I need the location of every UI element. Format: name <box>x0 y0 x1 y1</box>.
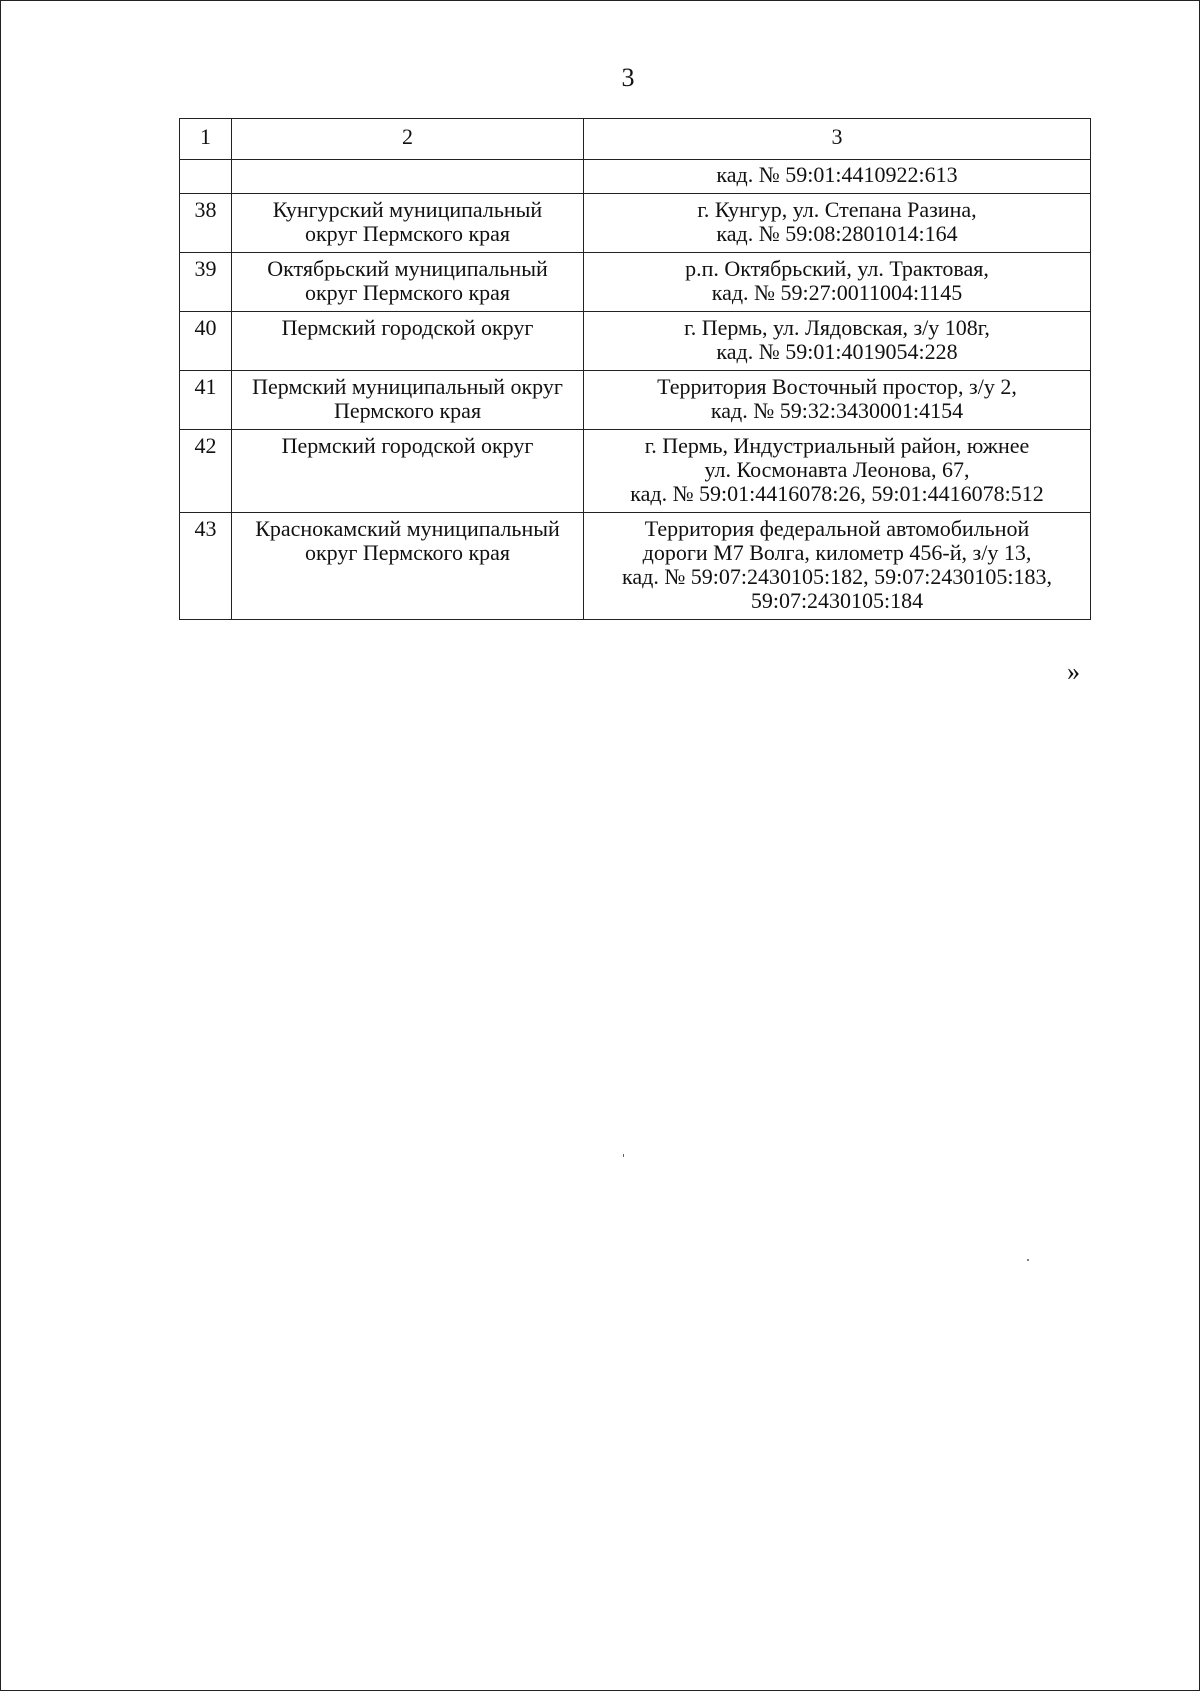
table-row <box>180 194 1091 253</box>
cell-address-line: Территория федеральной автомобильной <box>644 516 1030 541</box>
cell-municipality <box>232 160 584 194</box>
cell-address-line: кад. № 59:32:3430001:4154 <box>710 398 964 423</box>
cell-municipality-line: Краснокамский муниципальный <box>255 516 560 541</box>
cell-number: 38 <box>180 194 232 253</box>
cell-municipality <box>232 371 584 430</box>
cell-municipality-line: округ Пермского края <box>304 221 511 246</box>
table-row <box>180 430 1091 513</box>
cell-address-line: кад. № 59:08:2801014:164 <box>716 221 958 246</box>
cell-address <box>584 371 1091 430</box>
cell-municipality-line: Пермский городской округ <box>281 315 534 340</box>
cell-number: 39 <box>180 253 232 312</box>
cell-municipality-line: Пермского края <box>333 398 482 423</box>
cell-address-line: р.п. Октябрьский, ул. Трактовая, <box>685 256 989 281</box>
cell-number: 40 <box>180 312 232 371</box>
cell-municipality-line: округ Пермского края <box>304 540 511 565</box>
cell-municipality <box>232 430 584 513</box>
land-plots-table <box>179 118 1091 620</box>
table-body <box>180 119 1091 620</box>
scan-speck <box>623 1154 624 1157</box>
table-row <box>180 253 1091 312</box>
header-cell-number: 1 <box>180 119 232 160</box>
cell-municipality-line: округ Пермского края <box>304 280 511 305</box>
cell-municipality-line: Пермский муниципальный округ <box>252 374 563 399</box>
table-row <box>180 513 1091 620</box>
cell-municipality-line: Октябрьский муниципальный <box>267 256 548 281</box>
closing-quote-mark: » <box>1067 657 1080 686</box>
cell-address-line: кад. № 59:27:0011004:1145 <box>711 280 963 305</box>
table-row-continuation <box>180 160 1091 194</box>
page-number: 3 <box>621 63 635 92</box>
cell-address-line: кад. № 59:01:4410922:613 <box>716 162 958 187</box>
cell-address <box>584 513 1091 620</box>
cell-address <box>584 194 1091 253</box>
table-row <box>180 312 1091 371</box>
cell-address <box>584 253 1091 312</box>
cell-address-line: Территория Восточный простор, з/у 2, <box>657 374 1017 399</box>
cell-number <box>180 160 232 194</box>
cell-address-line: г. Пермь, ул. Лядовская, з/у 108г, <box>684 315 990 340</box>
cell-address-line: дороги М7 Волга, километр 456-й, з/у 13, <box>642 540 1032 565</box>
table-header-row <box>180 119 1091 160</box>
cell-address-line: г. Кунгур, ул. Степана Разина, <box>697 197 977 222</box>
cell-municipality-line: Кунгурский муниципальный <box>272 197 543 222</box>
cell-municipality <box>232 253 584 312</box>
cell-address <box>584 430 1091 513</box>
cell-address-line: 59:07:2430105:184 <box>750 588 924 613</box>
table-row <box>180 371 1091 430</box>
cell-address-line: г. Пермь, Индустриальный район, южнее <box>644 433 1030 458</box>
cell-municipality <box>232 513 584 620</box>
cell-address <box>584 160 1091 194</box>
cell-address-line: кад. № 59:01:4019054:228 <box>716 339 958 364</box>
cell-address-line: ул. Космонавта Леонова, 67, <box>704 457 970 482</box>
scan-speck <box>1027 1259 1029 1261</box>
cell-address-line: кад. № 59:01:4416078:26, 59:01:4416078:512 <box>630 481 1044 506</box>
cell-municipality <box>232 194 584 253</box>
cell-address <box>584 312 1091 371</box>
cell-number: 43 <box>180 513 232 620</box>
cell-municipality <box>232 312 584 371</box>
header-cell-address: 3 <box>584 119 1091 160</box>
cell-number: 42 <box>180 430 232 513</box>
cell-address-line: кад. № 59:07:2430105:182, 59:07:2430105:183, <box>622 564 1052 589</box>
cell-municipality-line: Пермский городской округ <box>281 433 534 458</box>
header-cell-municipality: 2 <box>232 119 584 160</box>
cell-number: 41 <box>180 371 232 430</box>
